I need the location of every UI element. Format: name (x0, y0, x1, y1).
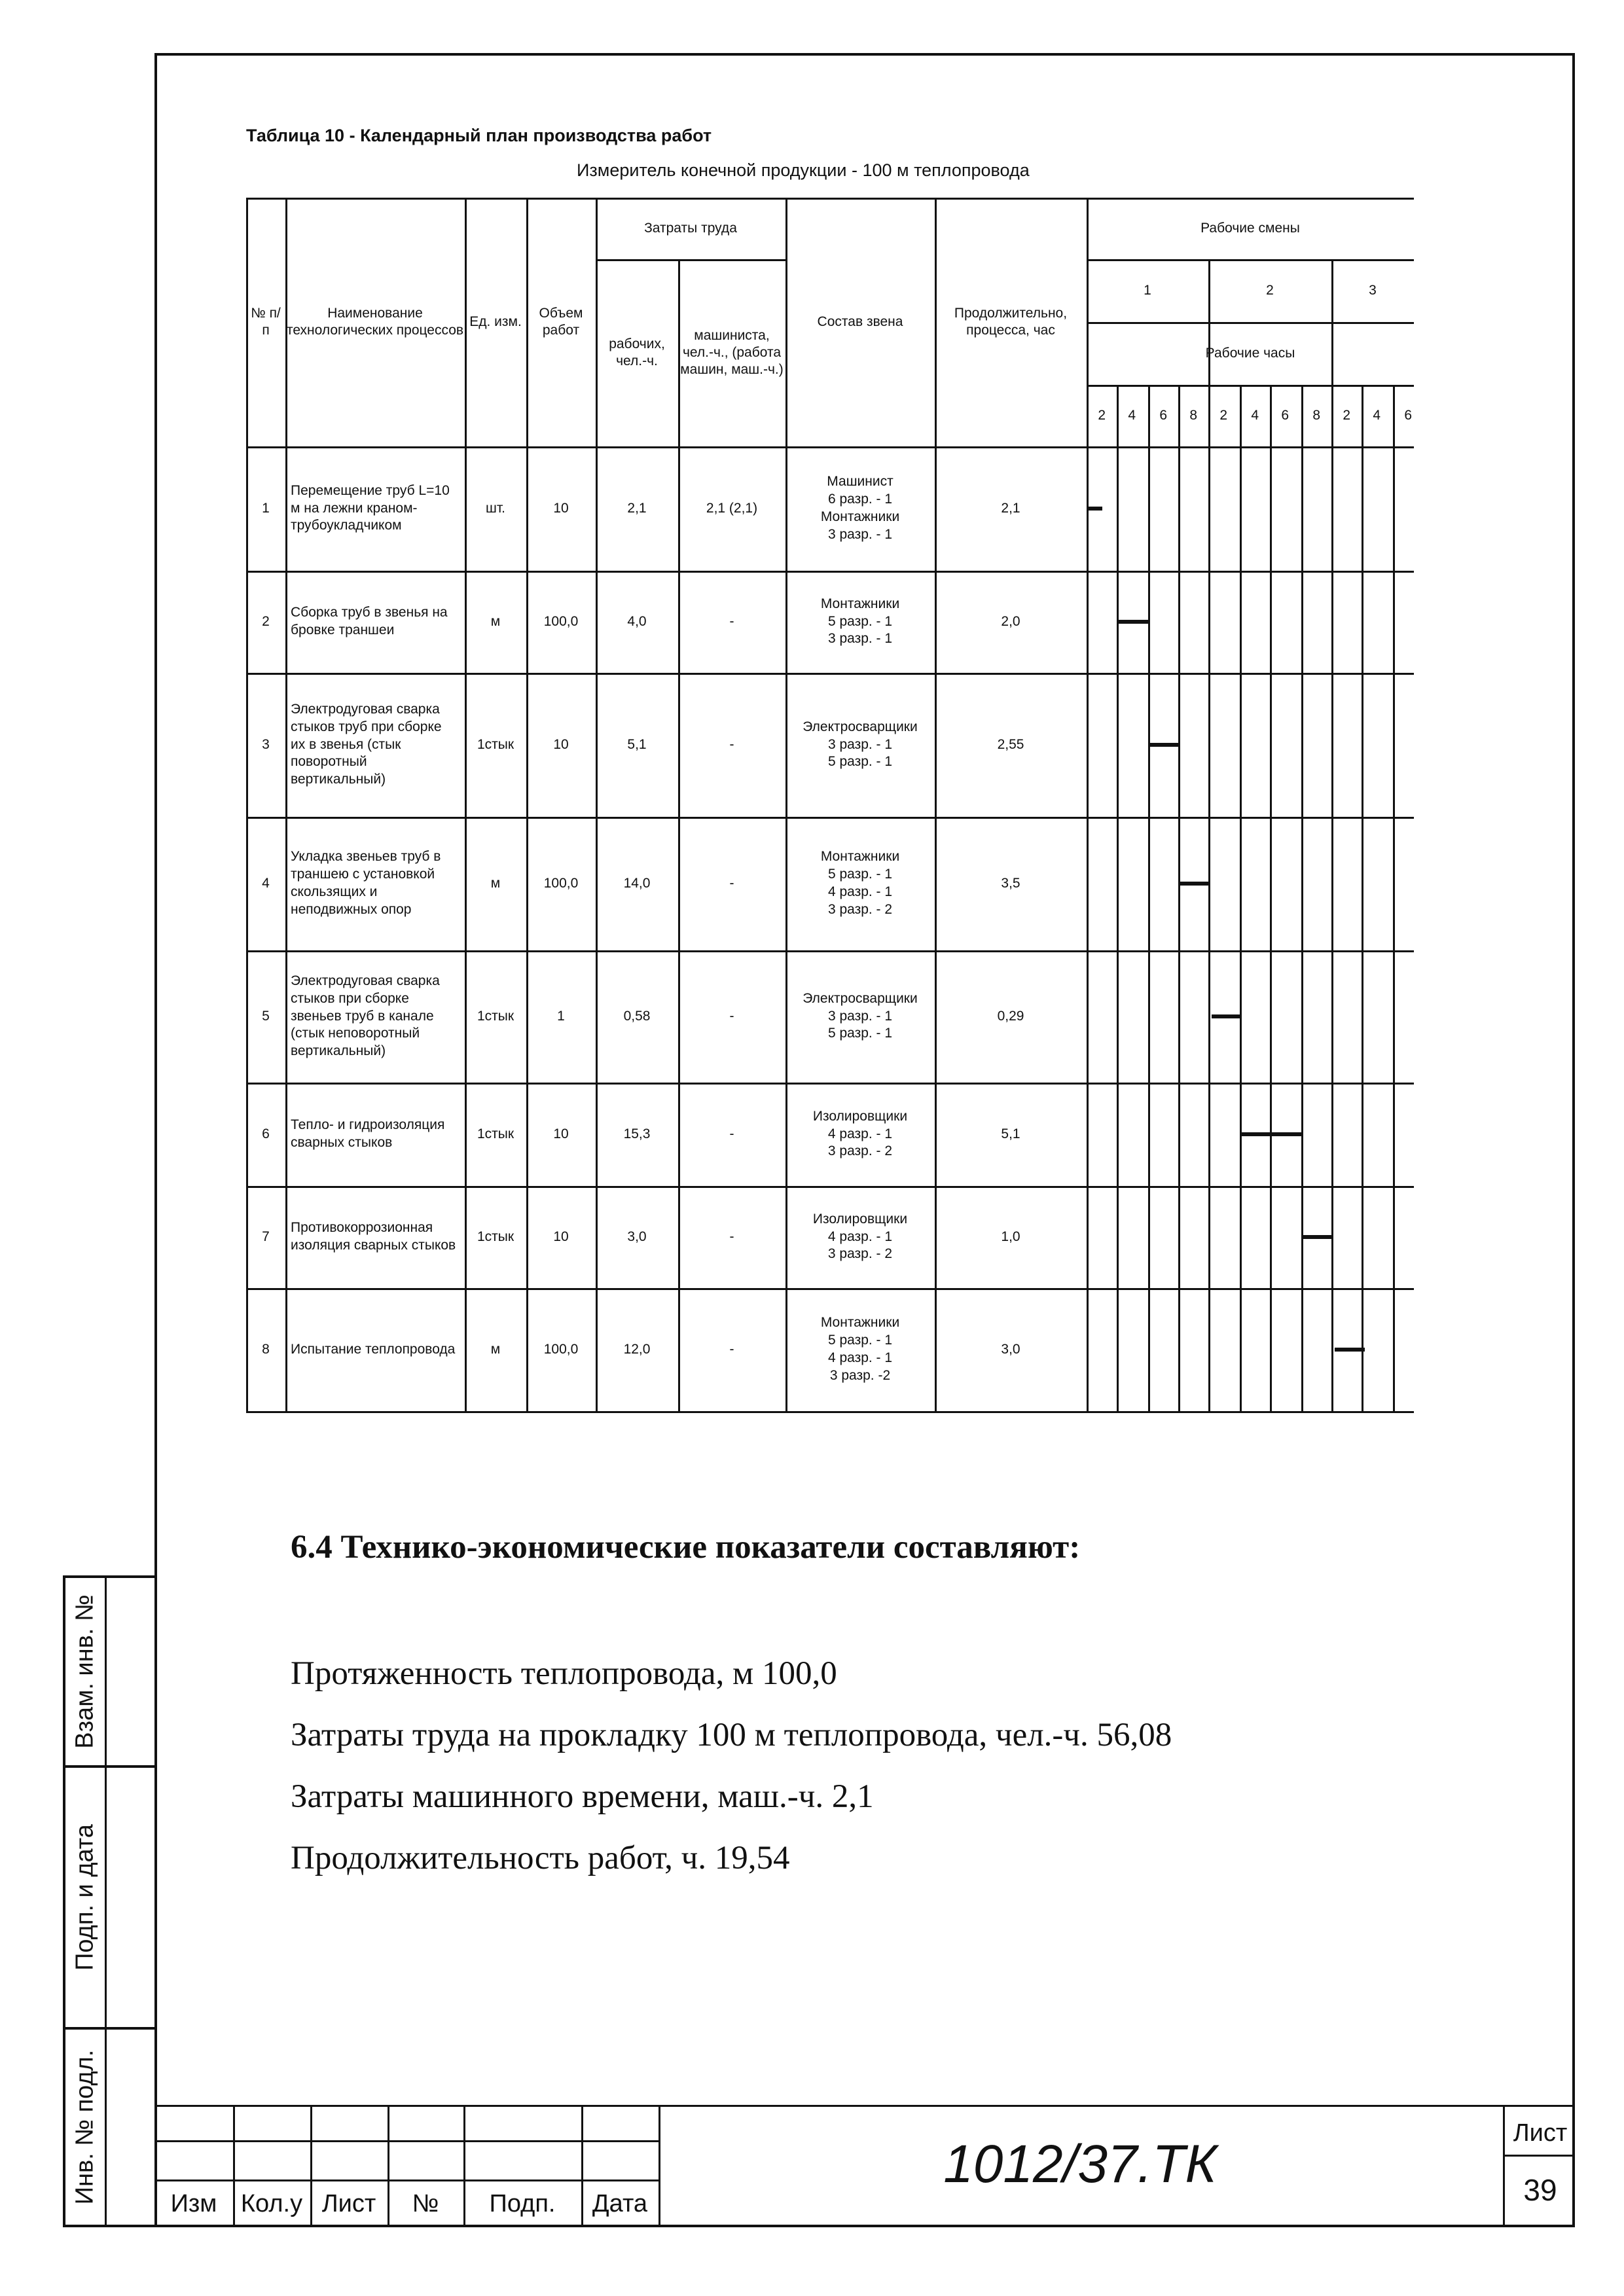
row-volume: 10 (553, 500, 569, 516)
row-team: Электросварщики 3 разр. - 1 5 разр. - 1 (803, 990, 918, 1041)
row-team: Монтажники 5 разр. - 1 4 разр. - 1 3 разр. -2 (820, 1315, 900, 1383)
row-duration: 2,0 (1001, 613, 1020, 629)
header-shift-number: 1 (1144, 282, 1151, 298)
header-hour-tick: 6 (1281, 407, 1290, 423)
table-row-line (246, 1411, 1414, 1413)
row-workers: 14,0 (623, 875, 651, 891)
row-process-name: Укладка звеньев труб в траншею с установкой скользящих и неподвижных опор (291, 849, 441, 917)
header-labor: Затраты труда (644, 220, 737, 236)
row-workers: 0,58 (623, 1008, 651, 1024)
header-hour-tick: 4 (1251, 407, 1259, 423)
row-workers: 5,1 (627, 736, 647, 752)
table-subtitle: Измеритель конечной продукции - 100 м теплопровода (577, 160, 1030, 180)
row-machinists: - (729, 1341, 734, 1357)
hour-column-line (1148, 385, 1150, 1411)
header-name: Наименование технологических процессов (286, 305, 464, 338)
header-hour-tick: 2 (1219, 407, 1228, 423)
row-duration: 3,0 (1001, 1341, 1020, 1357)
row-num: 5 (262, 1008, 270, 1024)
row-volume: 100,0 (543, 1341, 579, 1357)
section-title: 6.4 Технико-экономические показатели составляют: (291, 1529, 1081, 1566)
sidebar-cell-replacement (63, 1575, 154, 1765)
header-hours: Рабочие часы (1205, 345, 1295, 361)
header-hour-tick: 8 (1312, 407, 1321, 423)
row-num: 8 (262, 1341, 270, 1357)
row-team: Монтажники 5 разр. - 1 3 разр. - 1 (820, 596, 900, 647)
row-unit: 1стык (477, 1008, 514, 1024)
row-volume: 100,0 (543, 613, 579, 629)
gantt-bar (1149, 743, 1180, 747)
gantt-bar (1303, 1235, 1333, 1239)
row-process-name: Электродуговая сварка стыков при сборке звеньев труб в канале (стык неповоротный вертикальный) (291, 973, 440, 1059)
sidebar-cell-original (63, 2027, 154, 2227)
row-num: 2 (262, 613, 270, 629)
title-block-column-label: Дата (592, 2189, 648, 2217)
title-block-column-label: № (412, 2189, 439, 2217)
gantt-bar (1242, 1132, 1303, 1136)
row-duration: 5,1 (1001, 1126, 1020, 1141)
row-team: Изолировщики 4 разр. - 1 3 разр. - 2 (812, 1108, 908, 1159)
sidebar-label-replacement: Взам. инв. № (71, 1594, 99, 1749)
row-unit: 1стык (477, 1229, 514, 1244)
row-volume: 100,0 (543, 875, 579, 891)
title-block-top (154, 2105, 1575, 2107)
indicator-labor: Затраты труда на прокладку 100 м теплопровода, чел.-ч. 56,08 (291, 1717, 1172, 1753)
row-process-name: Сборка труб в звенья на бровке траншеи (291, 605, 448, 637)
row-volume: 10 (553, 1126, 569, 1141)
sidebar-label-original: Инв. № подл. (71, 2049, 99, 2205)
indicator-machine-time: Затраты машинного времени, маш.-ч. 2,1 (291, 1778, 874, 1815)
header-hour-tick: 6 (1404, 407, 1413, 423)
row-num: 1 (262, 500, 270, 516)
row-workers: 3,0 (627, 1229, 647, 1244)
row-num: 7 (262, 1229, 270, 1244)
row-volume: 10 (553, 1229, 569, 1244)
row-duration: 1,0 (1001, 1229, 1020, 1244)
hour-column-line (1240, 385, 1242, 1411)
indicator-length: Протяженность теплопровода, м 100,0 (291, 1655, 837, 1692)
header-workers: рабочих, чел.-ч. (609, 336, 665, 368)
header-hour-tick: 4 (1128, 407, 1136, 423)
hour-column-line (1178, 385, 1180, 1411)
row-machinists: - (729, 1229, 734, 1244)
document-number: 1012/37.ТК (943, 2134, 1217, 2194)
sheet-number: 39 (1523, 2173, 1557, 2207)
row-workers: 2,1 (627, 500, 647, 516)
indicator-duration: Продолжительность работ, ч. 19,54 (291, 1840, 790, 1876)
row-unit: м (490, 875, 501, 891)
row-machinists: - (729, 875, 734, 891)
header-hour-tick: 2 (1098, 407, 1106, 423)
header-shift-number: 2 (1266, 282, 1274, 298)
row-team: Изолировщики 4 разр. - 1 3 разр. - 2 (812, 1211, 908, 1262)
header-machinists: машиниста, чел.-ч., (работа машин, маш.-ч.) (680, 327, 784, 378)
row-process-name: Тепло- и гидроизоляция сварных стыков (291, 1117, 445, 1150)
hour-column-line (1117, 385, 1119, 1411)
header-hour-tick: 8 (1189, 407, 1198, 423)
row-machinists: - (729, 1008, 734, 1024)
hour-column-line (1331, 385, 1333, 1411)
row-machinists: - (729, 1126, 734, 1141)
header-unit: Ед. изм. (469, 314, 522, 329)
row-duration: 3,5 (1001, 875, 1020, 891)
row-unit: м (490, 613, 501, 629)
row-process-name: Перемещение труб L=10 м на лежни краном-трубоукладчиком (291, 482, 450, 533)
row-process-name: Испытание теплопровода (291, 1341, 456, 1357)
row-volume: 10 (553, 736, 569, 752)
row-team: Машинист 6 разр. - 1 Монтажники 3 разр. - 1 (820, 474, 900, 542)
row-process-name: Противокоррозионная изоляция сварных стыков (291, 1220, 456, 1253)
hour-column-line (1362, 385, 1363, 1411)
table-title: Таблица 10 - Календарный план производства работ (246, 126, 712, 145)
header-hour-tick: 6 (1159, 407, 1168, 423)
header-shift-number: 3 (1369, 282, 1377, 298)
hour-column-line (1208, 385, 1210, 1411)
header-num: № п/ п (251, 305, 281, 338)
header-hour-tick: 2 (1343, 407, 1351, 423)
row-num: 6 (262, 1126, 270, 1141)
row-machinists: 2,1 (2,1) (706, 500, 758, 516)
row-unit: м (490, 1341, 501, 1357)
gantt-bar (1087, 507, 1102, 511)
hour-column-line (1393, 385, 1395, 1411)
row-num: 3 (262, 736, 270, 752)
sheet-cell-divider (1503, 2155, 1575, 2157)
row-duration: 2,55 (997, 736, 1024, 752)
header-hour-tick: 4 (1373, 407, 1381, 423)
row-unit: 1стык (477, 1126, 514, 1141)
sheet-label: Лист (1513, 2119, 1568, 2147)
title-block-column-label: Кол.у (240, 2189, 303, 2217)
title-block-column-label: Изм (170, 2189, 217, 2217)
row-volume: 1 (557, 1008, 565, 1024)
row-duration: 0,29 (997, 1008, 1024, 1024)
row-workers: 4,0 (627, 613, 647, 629)
row-num: 4 (262, 875, 270, 891)
title-block-column-label: Лист (321, 2189, 376, 2217)
row-machinists: - (729, 736, 734, 752)
row-unit: шт. (486, 500, 505, 516)
sidebar-cell-signature (63, 1765, 154, 2027)
row-machinists: - (729, 613, 734, 629)
row-team: Электросварщики 3 разр. - 1 5 разр. - 1 (803, 719, 918, 770)
row-workers: 15,3 (623, 1126, 651, 1141)
row-unit: 1стык (477, 736, 514, 752)
gantt-bar (1180, 882, 1210, 886)
row-team: Монтажники 5 разр. - 1 4 разр. - 1 3 разр. - 2 (820, 849, 900, 917)
header-volume: Объем работ (539, 305, 583, 338)
sidebar-label-signature: Подп. и дата (71, 1824, 99, 1971)
row-process-name: Электродуговая сварка стыков труб при сборке их в звенья (стык поворотный вертикальный) (291, 701, 442, 787)
gantt-bar (1212, 1014, 1242, 1018)
hour-column-line (1301, 385, 1303, 1411)
header-duration: Продолжительно, процесса, час (954, 305, 1068, 338)
header-team: Состав звена (817, 314, 903, 329)
hour-column-line (1270, 385, 1272, 1411)
gantt-bar (1119, 620, 1149, 624)
header-shifts: Рабочие смены (1200, 220, 1300, 236)
row-duration: 2,1 (1001, 500, 1020, 516)
gantt-bar (1335, 1348, 1365, 1352)
row-workers: 12,0 (623, 1341, 651, 1357)
title-block-column-label: Подп. (489, 2189, 556, 2217)
